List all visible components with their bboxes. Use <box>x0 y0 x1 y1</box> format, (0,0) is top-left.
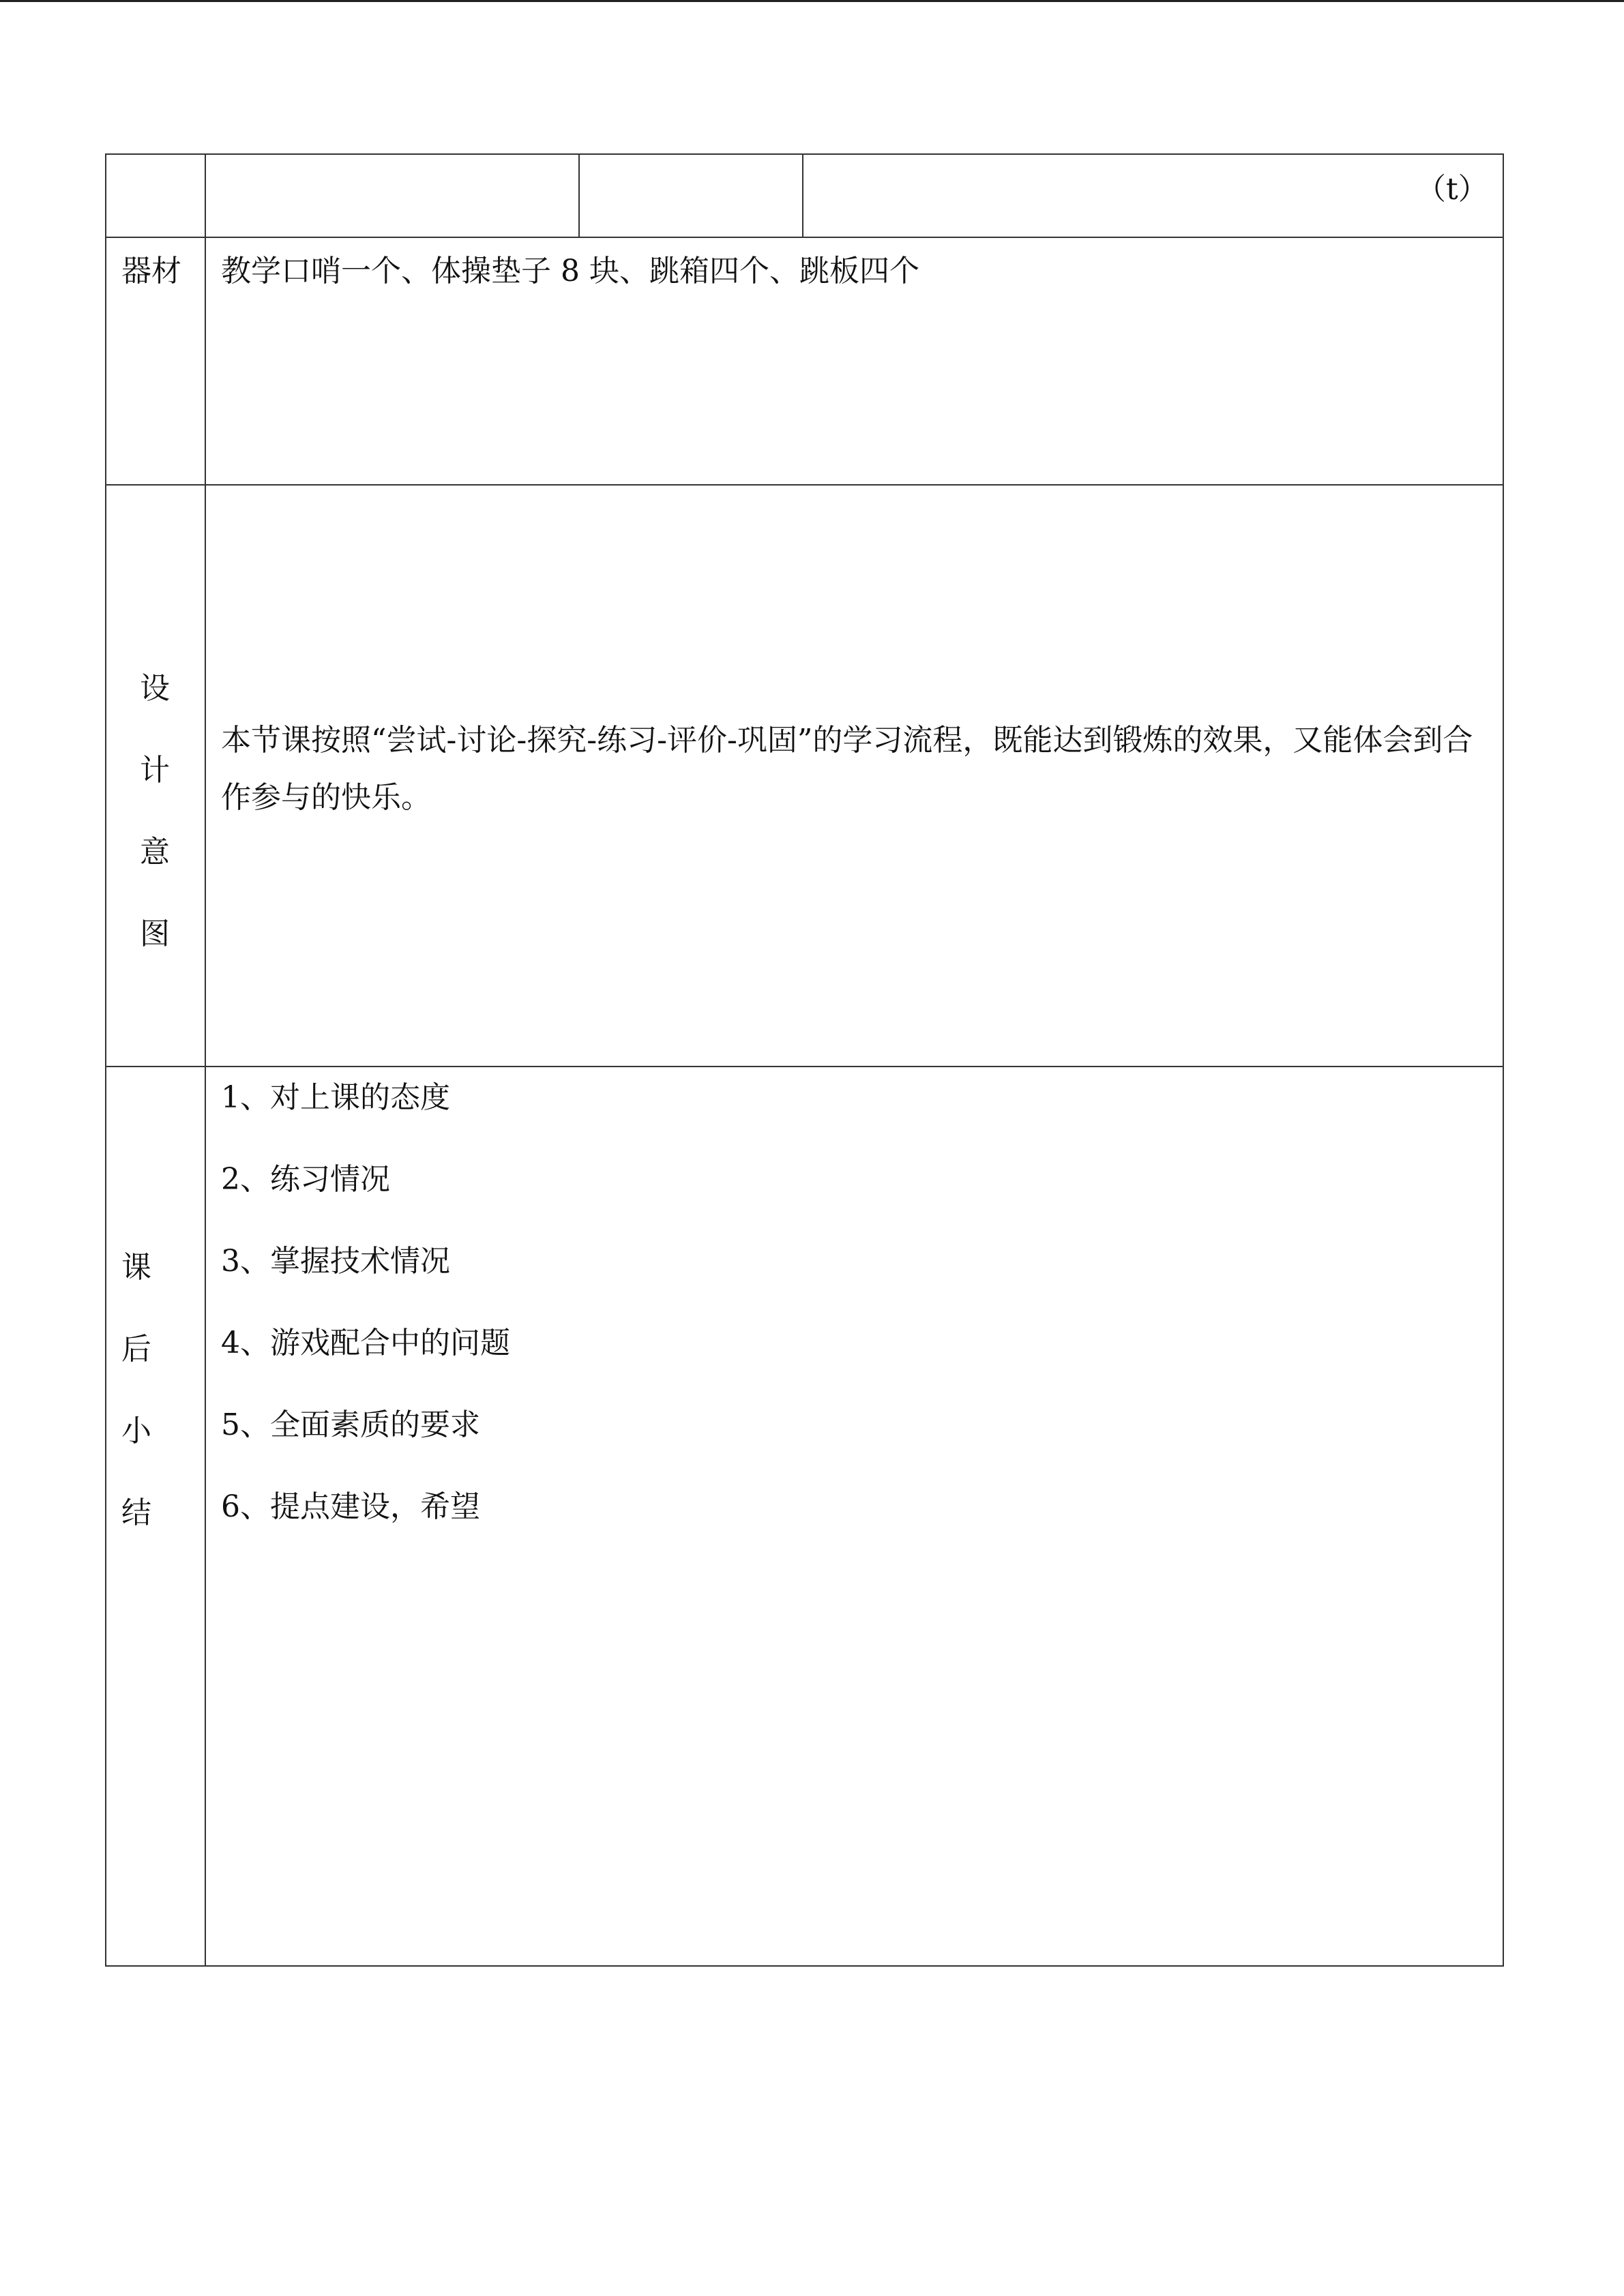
summary-label-char-1: 课 <box>121 1250 151 1285</box>
header-cell-divider-1 <box>578 153 580 237</box>
summary-label-char-2: 后 <box>121 1332 151 1367</box>
row-divider-design <box>105 1066 1504 1067</box>
page-top-border <box>0 0 1624 2</box>
summary-item: 4、游戏配合中的问题 <box>221 1326 510 1360</box>
summary-item: 2、练习情况 <box>221 1162 390 1197</box>
row-divider-header <box>105 237 1504 238</box>
summary-item: 3、掌握技术情况 <box>221 1244 450 1279</box>
design-intent-text: 本节课按照“尝试-讨论-探究-练习-评价-巩固”的学习流程，既能达到锻炼的效果，又能体会到合作参与的快乐。 <box>221 723 1473 815</box>
header-cell-divider-2 <box>802 153 803 237</box>
design-label-char-1: 设 <box>140 671 170 706</box>
design-label-char-2: 计 <box>140 753 170 788</box>
header-unit-mark: （t） <box>1416 172 1488 207</box>
summary-item: 1、对上课的态度 <box>221 1080 450 1115</box>
lesson-plan-table <box>105 153 1504 1967</box>
summary-label-char-3: 小 <box>121 1414 151 1448</box>
equipment-label: 器材 <box>121 254 181 288</box>
equipment-content: 教学口哨一个、体操垫子 8 块、跳箱四个、跳板四个 <box>221 254 919 288</box>
summary-item: 5、全面素质的要求 <box>221 1407 480 1442</box>
design-label-char-3: 意 <box>140 835 170 869</box>
label-column-divider <box>205 153 206 1967</box>
summary-item: 6、提点建设，希望 <box>221 1489 480 1524</box>
summary-label-char-4: 结 <box>121 1495 151 1530</box>
row-divider-equipment <box>105 484 1504 486</box>
design-label-char-4: 图 <box>140 916 170 951</box>
